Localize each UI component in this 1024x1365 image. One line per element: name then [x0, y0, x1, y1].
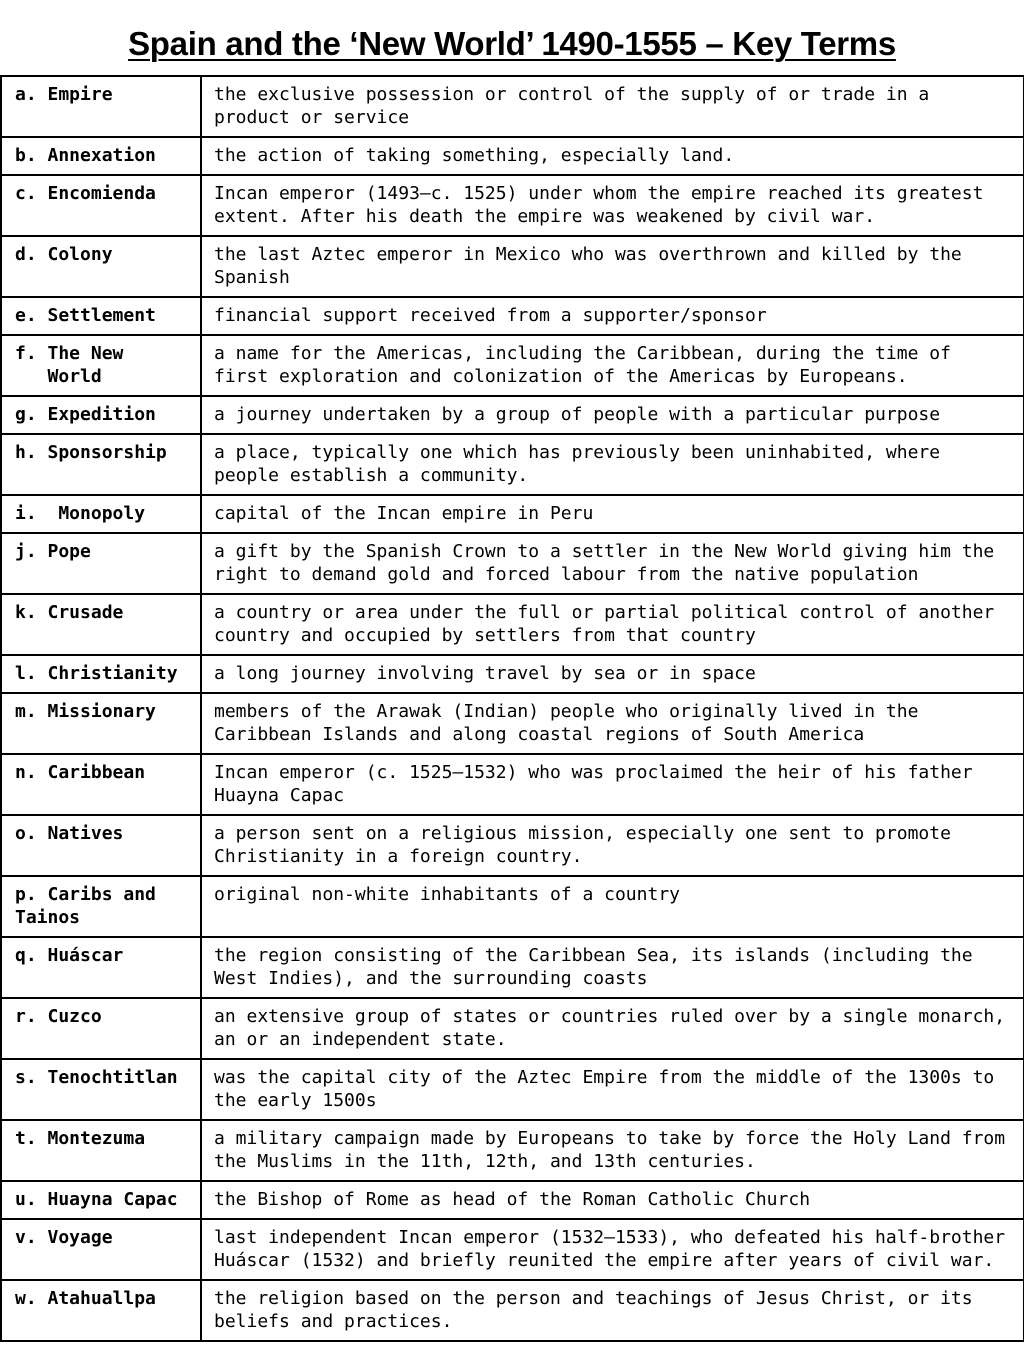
definition-cell: a place, typically one which has previously been uninhabited, where people establish a community. [201, 434, 1024, 495]
definition-cell: last independent Incan emperor (1532–1533), who defeated his half-brother Huáscar (1532) and briefly reunited the empire after years of civil war. [201, 1219, 1024, 1280]
term-cell: l. Christianity [1, 655, 201, 693]
term-cell: h. Sponsorship [1, 434, 201, 495]
table-row [1, 137, 1024, 175]
definition-cell: a military campaign made by Europeans to take by force the Holy Land from the Muslims in the 11th, 12th, and 13th centuries. [201, 1120, 1024, 1181]
table-row [1, 236, 1024, 297]
table-row [1, 1181, 1024, 1219]
definition-cell: a name for the Americas, including the Caribbean, during the time of first exploration and colonization of the Americas by Europeans. [201, 335, 1024, 396]
table-row [1, 434, 1024, 495]
definition-cell: the exclusive possession or control of the supply of or trade in a product or service [201, 76, 1024, 137]
term-cell: d. Colony [1, 236, 201, 297]
table-row [1, 1280, 1024, 1341]
term-cell: q. Huáscar [1, 937, 201, 998]
definition-cell: Incan emperor (1493–c. 1525) under whom the empire reached its greatest extent. After his death the empire was weakened by civil war. [201, 175, 1024, 236]
definition-cell: a gift by the Spanish Crown to a settler in the New World giving him the right to demand gold and forced labour from the native population [201, 533, 1024, 594]
table-row [1, 396, 1024, 434]
term-cell: w. Atahuallpa [1, 1280, 201, 1341]
table-row [1, 754, 1024, 815]
term-cell: t. Montezuma [1, 1120, 201, 1181]
page-title: Spain and the ‘New World’ 1490-1555 – Key Terms [128, 25, 896, 62]
table-row [1, 655, 1024, 693]
table-row [1, 1120, 1024, 1181]
table-row [1, 594, 1024, 655]
definition-cell: the religion based on the person and teachings of Jesus Christ, or its beliefs and practices. [201, 1280, 1024, 1341]
table-row [1, 533, 1024, 594]
term-cell: e. Settlement [1, 297, 201, 335]
term-cell: k. Crusade [1, 594, 201, 655]
definition-cell: the last Aztec emperor in Mexico who was overthrown and killed by the Spanish [201, 236, 1024, 297]
table-row [1, 495, 1024, 533]
key-terms-table [0, 75, 1024, 1342]
term-cell: f. The New World [1, 335, 201, 396]
definition-cell: a person sent on a religious mission, especially one sent to promote Christianity in a foreign country. [201, 815, 1024, 876]
table-row [1, 815, 1024, 876]
definition-cell: the action of taking something, especially land. [201, 137, 1024, 175]
term-cell: i. Monopoly [1, 495, 201, 533]
term-cell: c. Encomienda [1, 175, 201, 236]
table-row [1, 175, 1024, 236]
definition-cell: financial support received from a supporter/sponsor [201, 297, 1024, 335]
term-cell: s. Tenochtitlan [1, 1059, 201, 1120]
table-row [1, 876, 1024, 937]
table-row [1, 998, 1024, 1059]
table-row [1, 937, 1024, 998]
definition-cell: a country or area under the full or partial political control of another country and occupied by settlers from that country [201, 594, 1024, 655]
definition-cell: Incan emperor (c. 1525–1532) who was proclaimed the heir of his father Huayna Capac [201, 754, 1024, 815]
definition-cell: was the capital city of the Aztec Empire from the middle of the 1300s to the early 1500s [201, 1059, 1024, 1120]
definition-cell: members of the Arawak (Indian) people who originally lived in the Caribbean Islands and along coastal regions of South America [201, 693, 1024, 754]
definition-cell: the region consisting of the Caribbean Sea, its islands (including the West Indies), and the surrounding coasts [201, 937, 1024, 998]
definition-cell: capital of the Incan empire in Peru [201, 495, 1024, 533]
term-cell: m. Missionary [1, 693, 201, 754]
term-cell: n. Caribbean [1, 754, 201, 815]
table-row [1, 297, 1024, 335]
table-row [1, 335, 1024, 396]
term-cell: v. Voyage [1, 1219, 201, 1280]
term-cell: r. Cuzco [1, 998, 201, 1059]
table-row [1, 76, 1024, 137]
term-cell: j. Pope [1, 533, 201, 594]
table-row [1, 1219, 1024, 1280]
key-terms-body [1, 76, 1024, 1341]
term-cell: u. Huayna Capac [1, 1181, 201, 1219]
definition-cell: a long journey involving travel by sea or in space [201, 655, 1024, 693]
term-cell: a. Empire [1, 76, 201, 137]
table-row [1, 693, 1024, 754]
definition-cell: the Bishop of Rome as head of the Roman Catholic Church [201, 1181, 1024, 1219]
term-cell: b. Annexation [1, 137, 201, 175]
term-cell: g. Expedition [1, 396, 201, 434]
term-cell: o. Natives [1, 815, 201, 876]
term-cell: p. Caribs and Tainos [1, 876, 201, 937]
table-row [1, 1059, 1024, 1120]
definition-cell: an extensive group of states or countries ruled over by a single monarch, an or an independent state. [201, 998, 1024, 1059]
definition-cell: a journey undertaken by a group of people with a particular purpose [201, 396, 1024, 434]
definition-cell: original non-white inhabitants of a country [201, 876, 1024, 937]
